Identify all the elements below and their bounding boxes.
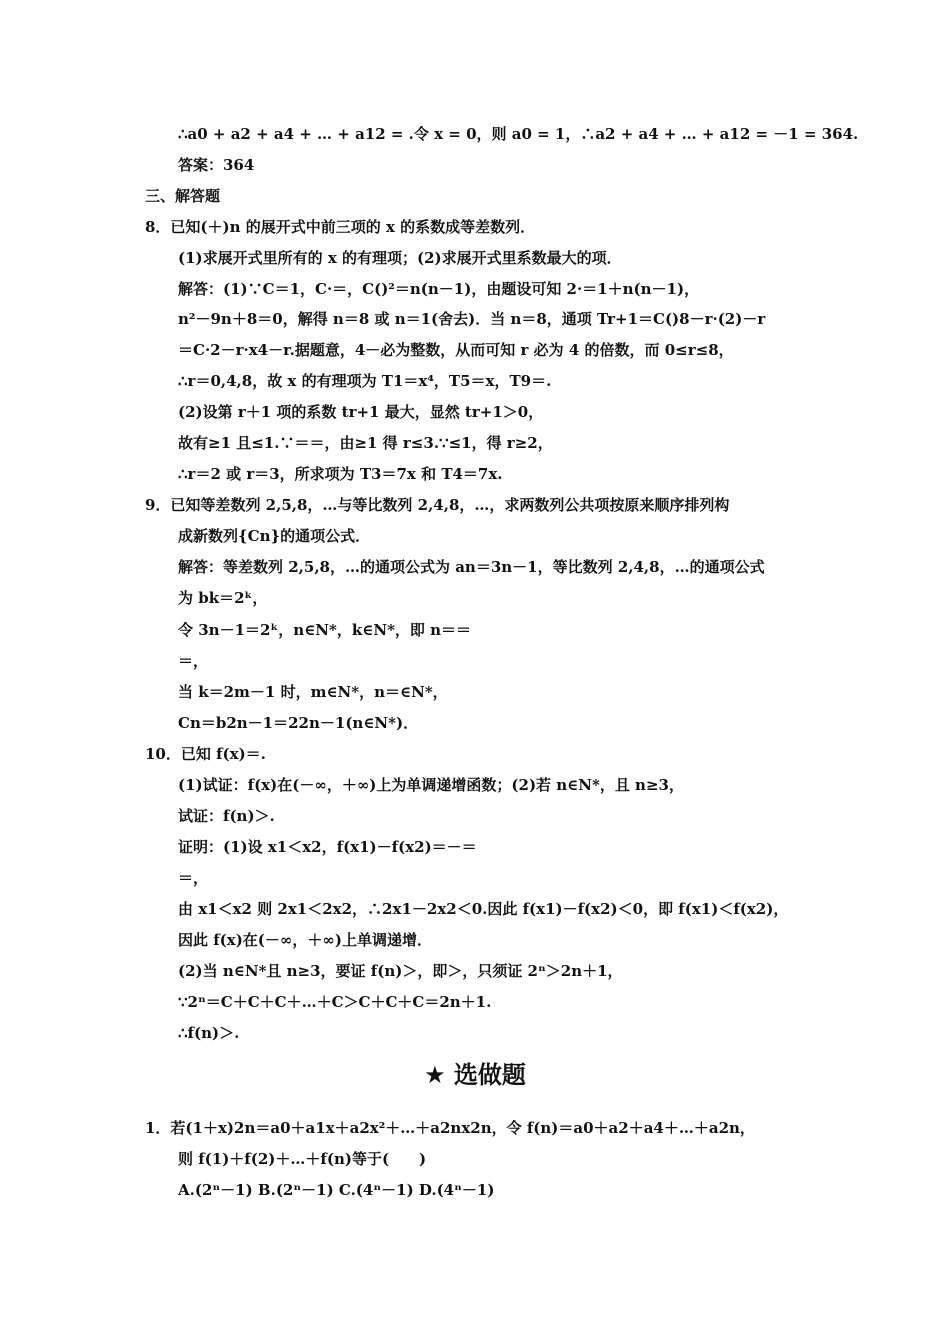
text-line: ＝C·2－r·x4－r.据题意，4－必为整数，从而可知 r 必为 4 的倍数，而 0≤r≤8， xyxy=(178,341,734,359)
text-line: 试证：f(n)＞. xyxy=(178,807,275,825)
text-line: (1)求展开式里所有的 x 的有理项；(2)求展开式里系数最大的项． xyxy=(178,249,622,267)
optional-problem-1: 1．若(1＋x)2n＝a0＋a1x＋a2x²＋…＋a2nx2n，令 f(n)＝a0＋a2＋a4＋…＋a2n， xyxy=(145,1119,755,1137)
text-line: ∴r＝2 或 r＝3，所求项为 T3＝7x 和 T4＝7x. xyxy=(178,465,503,483)
text-line: 故有≥1 且≤1.∵＝＝，由≥1 得 r≤3.∵≤1，得 r≥2， xyxy=(178,434,553,452)
text-line: Cn＝b2n－1＝22n－1(n∈N*)． xyxy=(178,714,419,732)
text-line: 解答：(1)∵C＝1，C·＝，C()²＝n(n－1)，由题设可知 2·＝1＋n(n－1)， xyxy=(178,280,700,298)
text-line: (2)当 n∈N*且 n≥3，要证 f(n)＞，即＞，只须证 2ⁿ＞2n＋1， xyxy=(178,962,623,980)
text-line: (2)设第 r＋1 项的系数 tr+1 最大，显然 tr+1＞0， xyxy=(178,403,544,421)
text-line: 为 bk＝2ᵏ， xyxy=(178,589,268,607)
text-line: ＝， xyxy=(178,652,209,670)
section-heading: 三、解答题 xyxy=(145,187,221,205)
text-line: ∴r＝0,4,8，故 x 的有理项为 T1＝x⁴，T5＝x，T9＝. xyxy=(178,372,552,390)
text-line: 答案：364 xyxy=(178,156,255,174)
text-line: ∵2ⁿ＝C＋C＋C＋…＋C＞C＋C＋C＝2n＋1. xyxy=(178,993,492,1011)
problem-10: 10．已知 f(x)＝. xyxy=(145,745,266,763)
text-line: ∴f(n)＞. xyxy=(178,1024,240,1042)
problem-9: 9．已知等差数列 2,5,8，…与等比数列 2,4,8，…，求两数列公共项按原来顺序排列构 xyxy=(145,496,730,514)
answer-options: A.(2ⁿ－1) B.(2ⁿ－1) C.(4ⁿ－1) D.(4ⁿ－1) xyxy=(178,1181,495,1199)
problem-8: 8．已知(＋)n 的展开式中前三项的 x 的系数成等差数列． xyxy=(145,218,536,236)
text-line: 解答：等差数列 2,5,8，…的通项公式为 an＝3n－1，等比数列 2,4,8，…的通项公式 xyxy=(178,558,765,576)
text-line: 由 x1＜x2 则 2x1＜2x2，∴2x1－2x2＜0.因此 f(x1)－f(x2)＜0，即 f(x1)＜f(x2)， xyxy=(178,900,789,918)
text-line: 令 3n－1＝2ᵏ，n∈N*，k∈N*，即 n＝＝ xyxy=(178,621,472,639)
text-line: 当 k＝2m－1 时，m∈N*，n＝∈N*， xyxy=(178,683,448,701)
section-title: ★ 选做题 xyxy=(424,1061,526,1089)
text-line: (1)试证：f(x)在(－∞，＋∞)上为单调递增函数；(2)若 n∈N*，且 n≥3， xyxy=(178,776,684,794)
text-line: 成新数列{Cn}的通项公式． xyxy=(178,527,371,545)
text-line: 则 f(1)＋f(2)＋…＋f(n)等于( ) xyxy=(178,1150,427,1168)
text-line: ∴a0 + a2 + a4 + … + a12 = .令 x = 0，则 a0 = 1，∴a2 + a4 + … + a12 = －1 = 364. xyxy=(178,125,859,143)
text-line: n²－9n＋8＝0，解得 n＝8 或 n＝1(舍去)．当 n＝8，通项 Tr+1＝C()8－r·(2)－r xyxy=(178,310,766,328)
text-line: ＝， xyxy=(178,869,209,887)
text-line: 证明：(1)设 x1＜x2，f(x1)－f(x2)＝－＝ xyxy=(178,838,477,856)
text-line: 因此 f(x)在(－∞，＋∞)上单调递增． xyxy=(178,931,432,949)
